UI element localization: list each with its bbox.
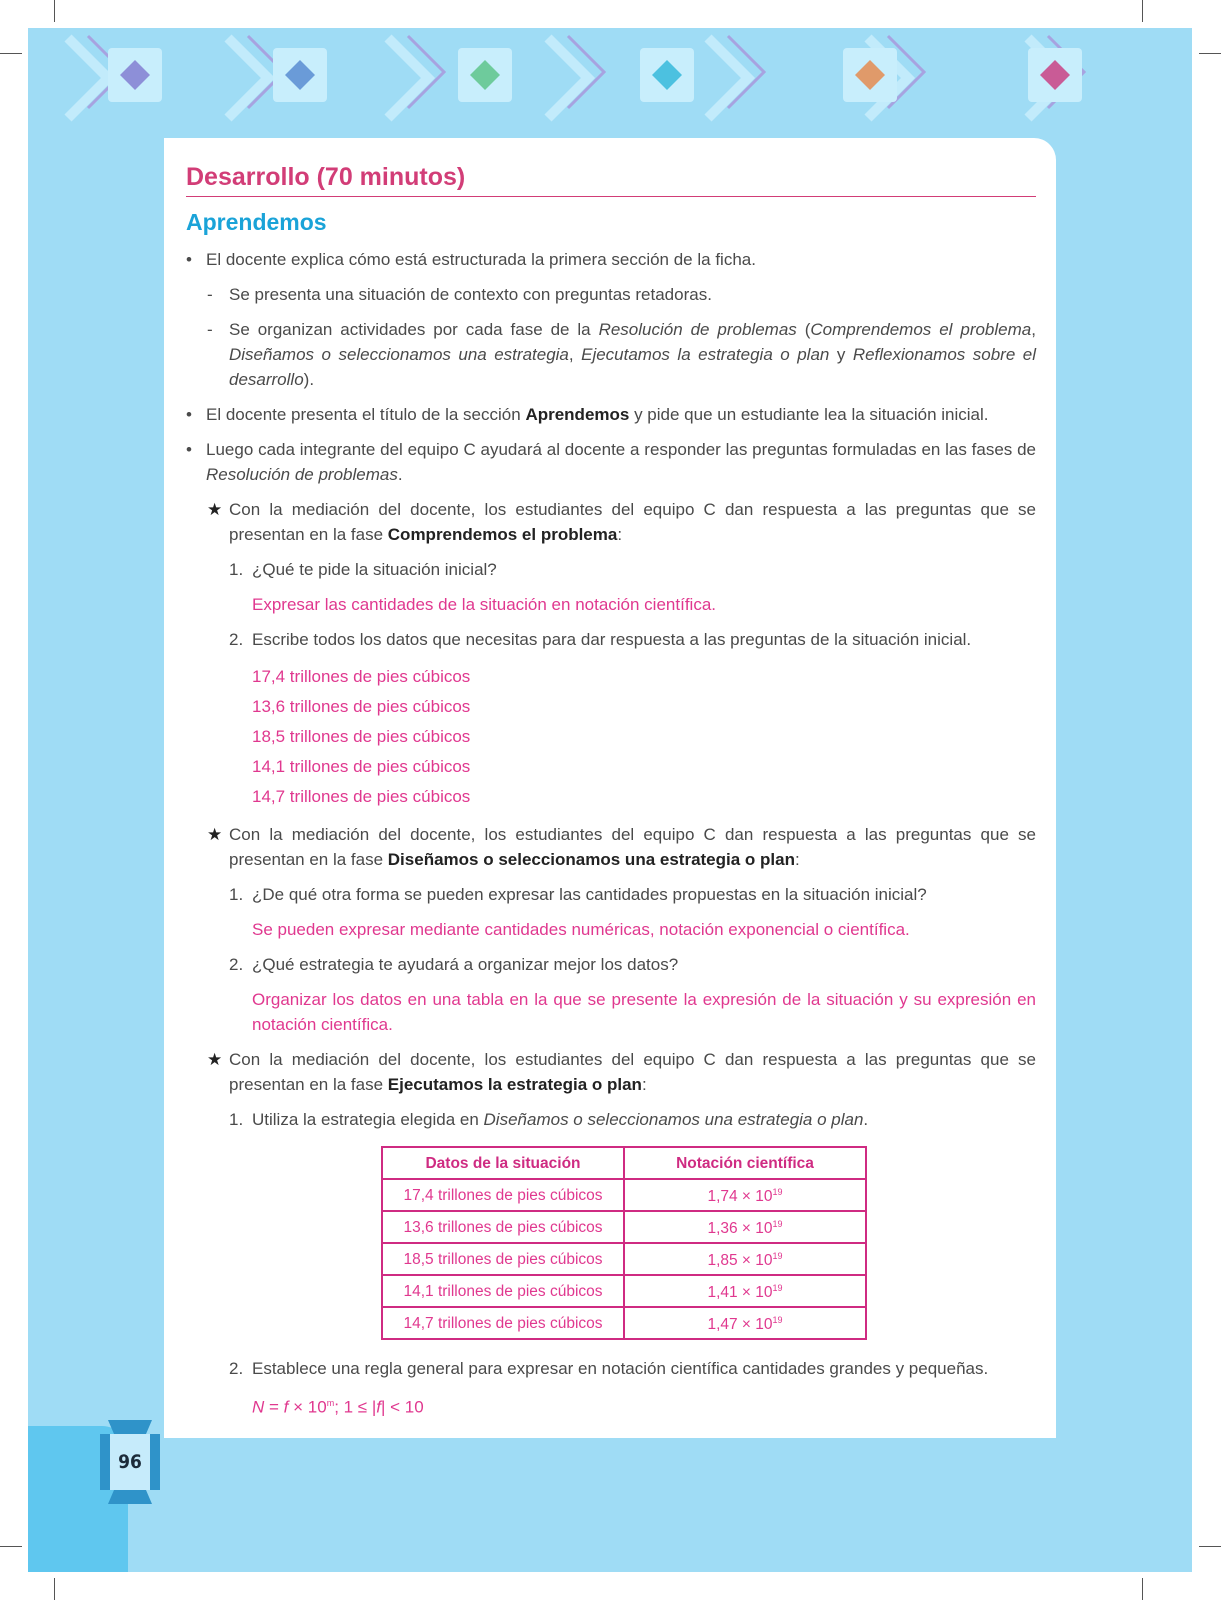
question-item: 1. ¿De qué otra forma se pueden expresar las cantidades propuestas en la situación inicial?: [186, 882, 1036, 907]
table-cell: $1,41 \times 10^{19}$: [624, 1275, 866, 1307]
bullet-item: • El docente explica cómo está estructurada la primera sección de la ficha.: [186, 247, 1036, 272]
question-item: 2. Escribe todos los datos que necesitas para dar respuesta a las preguntas de la situación inicial.: [186, 627, 1036, 652]
question-number: 2.: [229, 955, 244, 974]
answer-line: 14,1 trillones de pies cúbicos: [252, 757, 471, 776]
answer-line: 13,6 trillones de pies cúbicos: [252, 697, 471, 716]
table-cell: 17,4 trillones de pies cúbicos: [382, 1179, 624, 1211]
dash-marker: -: [207, 285, 213, 304]
question-item: 2. ¿Qué estrategia te ayudará a organizar mejor los datos?: [186, 952, 1036, 977]
table-cell: $1,36 \times 10^{19}$: [624, 1211, 866, 1243]
table-cell: 13,6 trillones de pies cúbicos: [382, 1211, 624, 1243]
table-cell: $1,47 \times 10^{19}$: [624, 1307, 866, 1339]
table-cell: 14,1 trillones de pies cúbicos: [382, 1275, 624, 1307]
dash-item: - Se organizan actividades por cada fase de la Resolución de problemas (Comprendemos el problema, Diseñamos o seleccionamos una estrategia, Ejecutamos la estrategia o plan y Reflexionamos sobre el desarrollo).: [186, 317, 1036, 392]
table-cell: 18,5 trillones de pies cúbicos: [382, 1243, 624, 1275]
page-number: 96: [118, 1451, 142, 1473]
answer-line: 17,4 trillones de pies cúbicos: [252, 667, 471, 686]
question-item: 2. Establece una regla general para expresar en notación científica cantidades grandes y pequeñas.: [186, 1356, 1036, 1381]
page-content: [186, 160, 1036, 1420]
star-item: ★ Con la mediación del docente, los estudiantes del equipo C dan respuesta a las preguntas que se presentan en la fase Ejecutamos la estrategia o plan:: [186, 1047, 1036, 1097]
table-header-row: [382, 1147, 866, 1179]
star-item: ★ Con la mediación del docente, los estudiantes del equipo C dan respuesta a las preguntas que se presentan en la fase Diseñamos o seleccionamos una estrategia o plan:: [186, 822, 1036, 872]
table-row: [382, 1307, 866, 1339]
question-item: 1. ¿Qué te pide la situación inicial?: [186, 557, 1036, 582]
table-row: [382, 1179, 866, 1211]
answer-text: Se pueden expresar mediante cantidades numéricas, notación exponencial o científica.: [252, 920, 910, 939]
formula: $N = f \times 10^m$; 1 ≤ |f| < 10: [252, 1397, 424, 1417]
answer-text: Expresar las cantidades de la situación en notación científica.: [252, 595, 716, 614]
table-header: Datos de la situación: [382, 1147, 624, 1179]
table-cell: 14,7 trillones de pies cúbicos: [382, 1307, 624, 1339]
decorative-banner: [28, 28, 1192, 138]
question-number: 2.: [229, 630, 244, 649]
answer-text: Organizar los datos en una tabla en la que se presente la expresión de la situación y su expresión en notación científica.: [252, 990, 1036, 1034]
question-number: 2.: [229, 1359, 244, 1378]
answer-line: 18,5 trillones de pies cúbicos: [252, 727, 471, 746]
table-cell: $1,85 \times 10^{19}$: [624, 1243, 866, 1275]
star-icon: ★: [207, 825, 223, 844]
star-icon: ★: [207, 500, 223, 519]
section-subtitle: Aprendemos: [186, 209, 327, 235]
dash-marker: -: [207, 320, 213, 339]
dash-item: - Se presenta una situación de contexto con preguntas retadoras.: [186, 282, 1036, 307]
table-row: [382, 1243, 866, 1275]
bullet-marker: •: [186, 440, 192, 459]
answer-line: 14,7 trillones de pies cúbicos: [252, 787, 471, 806]
bullet-marker: •: [186, 405, 192, 424]
question-number: 1.: [229, 560, 244, 579]
table-cell: $1,74 \times 10^{19}$: [624, 1179, 866, 1211]
star-item: ★ Con la mediación del docente, los estudiantes del equipo C dan respuesta a las preguntas que se presentan en la fase Comprendemos el problema:: [186, 497, 1036, 547]
bullet-marker: •: [186, 250, 192, 269]
answer-list: [186, 662, 1036, 812]
page-number-badge: [100, 1420, 160, 1504]
table-row: [382, 1211, 866, 1243]
bullet-item: • El docente presenta el título de la sección Aprendemos y pide que un estudiante lea la situación inicial.: [186, 402, 1036, 427]
question-item: 1. Utiliza la estrategia elegida en Diseñamos o seleccionamos una estrategia o plan.: [186, 1107, 1036, 1132]
data-table: [381, 1146, 867, 1340]
table-row: [382, 1275, 866, 1307]
table-header: Notación científica: [624, 1147, 866, 1179]
question-number: 1.: [229, 1110, 244, 1129]
star-icon: ★: [207, 1050, 223, 1069]
section-title: Desarrollo (70 minutos): [186, 160, 1036, 197]
bullet-item: • Luego cada integrante del equipo C ayudará al docente a responder las preguntas formuladas en las fases de Resolución de problemas.: [186, 437, 1036, 487]
question-number: 1.: [229, 885, 244, 904]
